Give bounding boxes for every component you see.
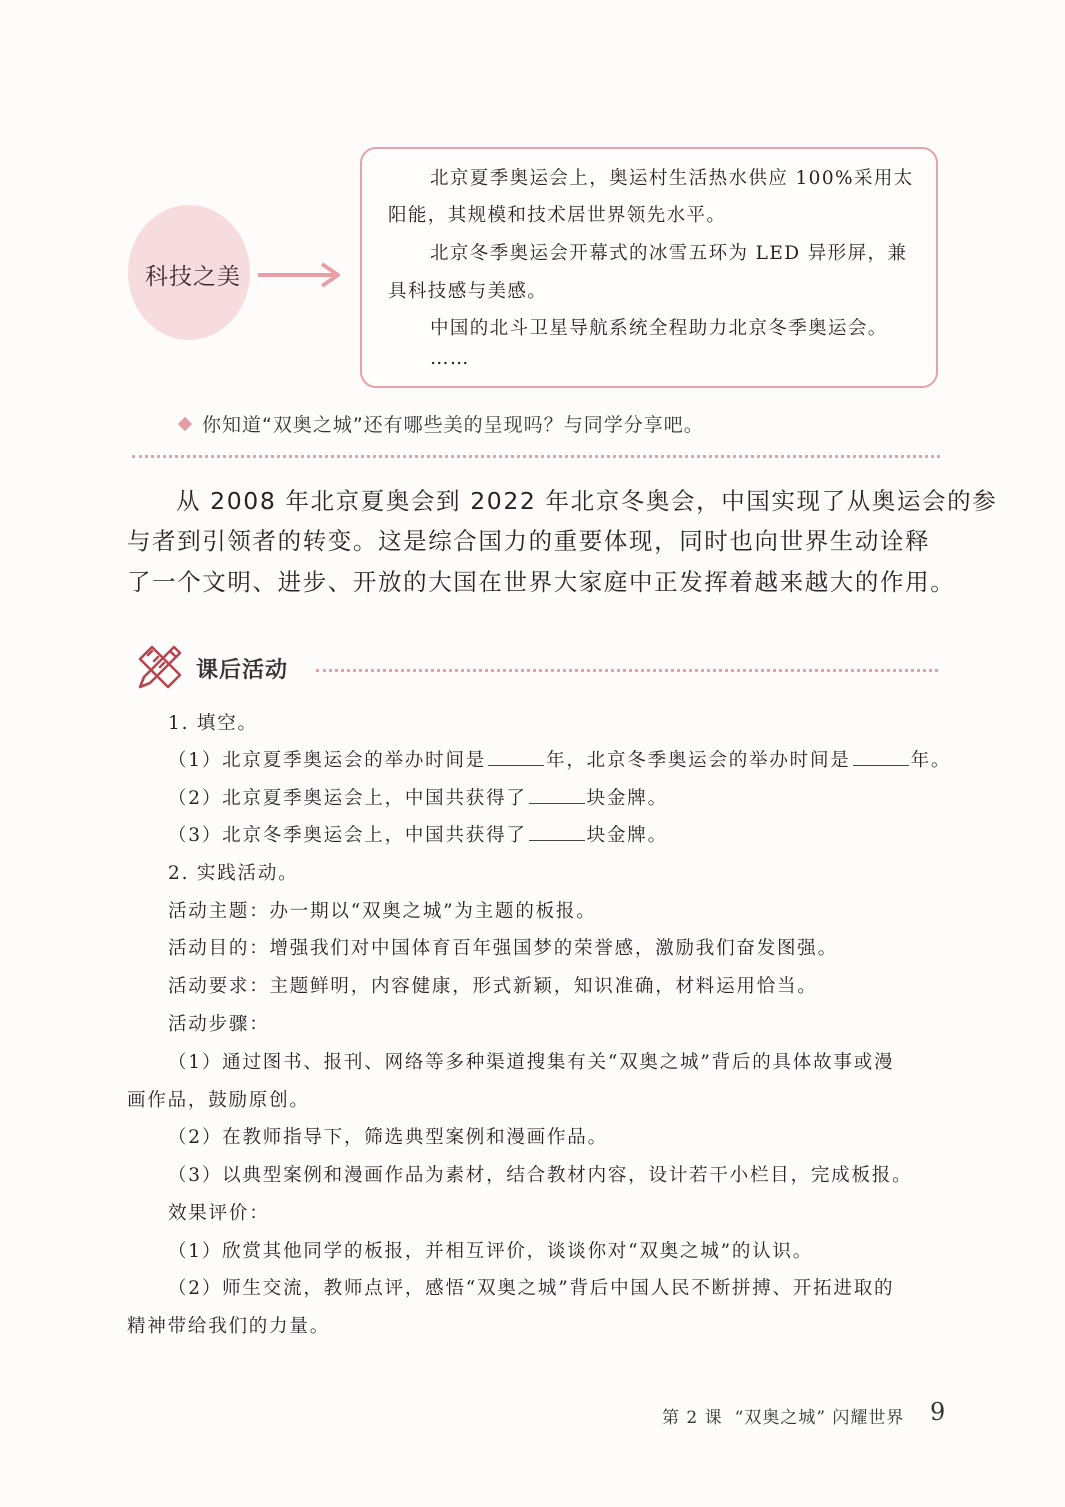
section-divider — [132, 455, 940, 458]
practice-line: 活动主题：办一期以“双奥之城”为主题的板报。 — [168, 901, 597, 922]
paragraph-line: 从 2008 年北京夏奥会到 2022 年北京冬奥会，中国实现了从奥运会的参 — [176, 487, 998, 515]
answer-blank[interactable] — [529, 787, 585, 804]
fill-text: （2）北京夏季奥运会上，中国共获得了 — [168, 788, 527, 809]
callout-line: 北京冬季奥运会开幕式的冰雪五环为 LED 异形屏，兼 — [430, 243, 908, 264]
practice-line: 精神带给我们的力量。 — [127, 1316, 331, 1337]
fill-question-3 — [168, 821, 668, 847]
activity-heading: 课后活动 — [196, 658, 289, 683]
answer-blank[interactable] — [529, 824, 585, 841]
pencil-ruler-icon — [134, 641, 186, 693]
answer-blank[interactable] — [853, 749, 909, 766]
fill-text: 块金牌。 — [586, 825, 668, 846]
fill-text: 年，北京冬季奥运会的举办时间是 — [546, 750, 851, 771]
callout-line: 北京夏季奥运会上，奥运村生活热水供应 100%采用太 — [430, 168, 914, 189]
practice-line: 效果评价： — [168, 1203, 270, 1224]
fill-text: （3）北京冬季奥运会上，中国共获得了 — [168, 825, 527, 846]
right-arrow-icon — [258, 260, 344, 290]
fill-title: 1. 填空。 — [168, 713, 258, 734]
fill-text: 年。 — [910, 750, 952, 771]
paragraph-line: 与者到引领者的转变。这是综合国力的重要体现，同时也向世界生动诠释 — [127, 527, 931, 555]
answer-blank[interactable] — [488, 749, 544, 766]
practice-title: 2. 实践活动。 — [168, 863, 299, 884]
heading-divider — [316, 669, 938, 672]
fill-question-2 — [168, 784, 668, 810]
practice-line: 活动要求：主题鲜明，内容健康，形式新颖，知识准确，材料运用恰当。 — [168, 976, 818, 997]
fill-question-1 — [168, 746, 951, 772]
practice-line: 活动目的：增强我们对中国体育百年强国梦的荣誉感，激励我们奋发图强。 — [168, 938, 838, 959]
practice-line: 画作品，鼓励原创。 — [127, 1090, 310, 1111]
practice-line: （1）欣赏其他同学的板报，并相互评价，谈谈你对“双奥之城”的认识。 — [168, 1241, 814, 1262]
paragraph-line: 了一个文明、进步、开放的大国在世界大家庭中正发挥着越来越大的作用。 — [127, 568, 956, 596]
page-footer — [662, 1403, 904, 1428]
fill-text: 块金牌。 — [586, 788, 668, 809]
footer-title: “双奥之城” 闪耀世界 — [734, 1408, 905, 1428]
section-label: 科技之美 — [145, 264, 241, 290]
callout-line: 具科技感与美感。 — [388, 281, 548, 302]
diamond-bullet-icon — [178, 417, 192, 431]
footer-lesson: 第 2 课 — [662, 1408, 723, 1428]
practice-line: （1）通过图书、报刊、网络等多种渠道搜集有关“双奥之城”背后的具体故事或漫 — [168, 1052, 895, 1073]
practice-line: （2）在教师指导下，筛选典型案例和漫画作品。 — [168, 1127, 608, 1148]
discussion-question: 你知道“双奥之城”还有哪些美的呈现吗？与同学分享吧。 — [202, 414, 704, 436]
practice-line: （3）以典型案例和漫画作品为素材，结合教材内容，设计若干小栏目，完成板报。 — [168, 1165, 913, 1186]
callout-line: 中国的北斗卫星导航系统全程助力北京冬季奥运会。 — [430, 318, 888, 339]
callout-line: 阳能，其规模和技术居世界领先水平。 — [388, 205, 727, 226]
page-number: 9 — [930, 1398, 946, 1426]
callout-ellipsis: …… — [430, 348, 470, 369]
practice-line: 活动步骤： — [168, 1014, 270, 1035]
practice-line: （2）师生交流，教师点评，感悟“双奥之城”背后中国人民不断拼搏、开拓进取的 — [168, 1278, 895, 1299]
fill-text: （1）北京夏季奥运会的举办时间是 — [168, 750, 487, 771]
